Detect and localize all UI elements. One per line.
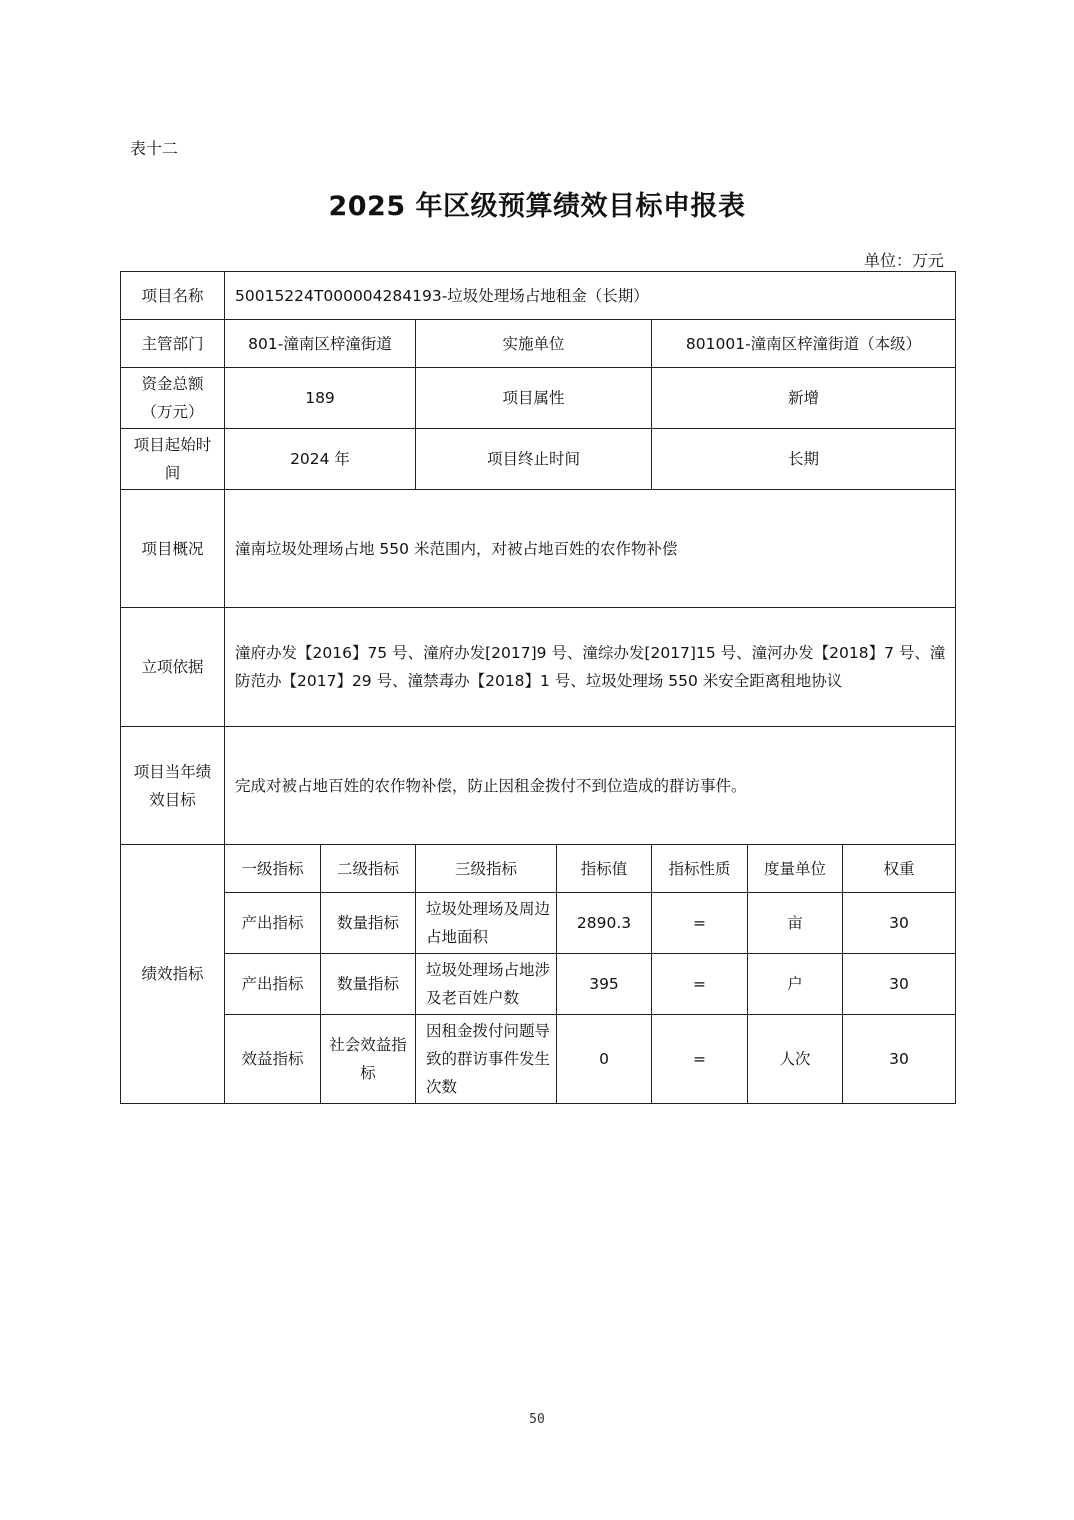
attr-value: 新增 [652,368,956,429]
goal-value: 完成对被占地百姓的农作物补偿，防止因租金拨付不到位造成的群访事件。 [225,727,956,845]
fund-value: 189 [225,368,416,429]
perf-value: 2890.3 [557,893,652,954]
perf-level1: 产出指标 [225,954,321,1015]
fund-label: 资金总额（万元） [121,368,225,429]
table-row [121,1015,956,1104]
row-period [121,429,956,490]
perf-level2: 数量指标 [321,954,416,1015]
perf-level1: 效益指标 [225,1015,321,1104]
perf-nature: = [652,954,748,1015]
perf-header-level2: 二级指标 [321,845,416,893]
perf-header-level1: 一级指标 [225,845,321,893]
perf-header-level3: 三级指标 [416,845,557,893]
row-department [121,320,956,368]
dept-label: 主管部门 [121,320,225,368]
table-row [121,954,956,1015]
start-value: 2024 年 [225,429,416,490]
goal-label: 项目当年绩效目标 [121,727,225,845]
attr-label: 项目属性 [416,368,652,429]
perf-value: 0 [557,1015,652,1104]
perf-level3: 垃圾处理场及周边占地面积 [416,893,557,954]
perf-nature: = [652,1015,748,1104]
row-goal [121,727,956,845]
project-name-label: 项目名称 [121,272,225,320]
basis-value: 潼府办发【2016】75 号、潼府办发[2017]9 号、潼综办发[2017]15 号、潼河办发【2018】7 号、潼防范办【2017】29 号、潼禁毒办【2018】1 号、垃圾处理场 550 米安全距离租地协议 [225,608,956,727]
perf-nature: = [652,893,748,954]
perf-weight: 30 [843,954,956,1015]
perf-level2: 社会效益指标 [321,1015,416,1104]
row-fund [121,368,956,429]
row-overview [121,490,956,608]
end-label: 项目终止时间 [416,429,652,490]
perf-value: 395 [557,954,652,1015]
table-label: 表十二 [130,139,179,158]
perf-level2: 数量指标 [321,893,416,954]
perf-unit: 亩 [748,893,843,954]
performance-target-table [120,271,956,1104]
overview-label: 项目概况 [121,490,225,608]
start-label: 项目起始时间 [121,429,225,490]
end-value: 长期 [652,429,956,490]
perf-level3: 因租金拨付问题导致的群访事件发生次数 [416,1015,557,1104]
unit-label: 单位：万元 [863,251,944,270]
impl-value: 801001-潼南区梓潼街道（本级） [652,320,956,368]
perf-header-value: 指标值 [557,845,652,893]
perf-level1: 产出指标 [225,893,321,954]
perf-weight: 30 [843,893,956,954]
page-number: 50 [529,1412,545,1427]
perf-label: 绩效指标 [121,845,225,1104]
dept-value: 801-潼南区梓潼街道 [225,320,416,368]
table-row [121,893,956,954]
perf-unit: 人次 [748,1015,843,1104]
page-title: 2025 年区级预算绩效目标申报表 [328,191,746,222]
perf-unit: 户 [748,954,843,1015]
row-project-name [121,272,956,320]
perf-header-nature: 指标性质 [652,845,748,893]
row-basis [121,608,956,727]
perf-weight: 30 [843,1015,956,1104]
overview-value: 潼南垃圾处理场占地 550 米范围内，对被占地百姓的农作物补偿 [225,490,956,608]
perf-header-unit: 度量单位 [748,845,843,893]
perf-header-weight: 权重 [843,845,956,893]
perf-level3: 垃圾处理场占地涉及老百姓户数 [416,954,557,1015]
perf-header-row [121,845,956,893]
impl-label: 实施单位 [416,320,652,368]
project-name-value: 50015224T000004284193-垃圾处理场占地租金（长期） [225,272,956,320]
basis-label: 立项依据 [121,608,225,727]
